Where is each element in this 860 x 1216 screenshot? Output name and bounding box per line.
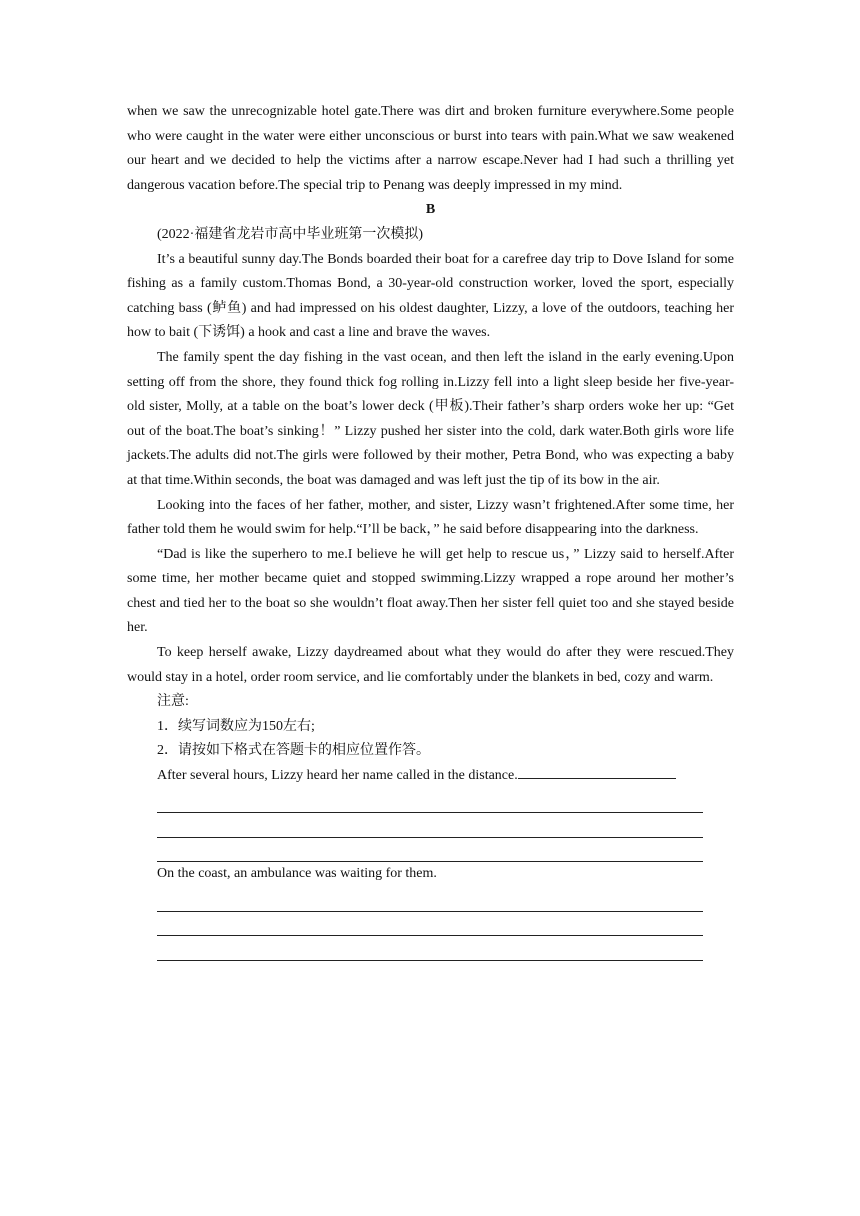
story-paragraph-4: “Dad is like the superhero to me.I believe he will get help to rescue us，” Lizzy said to herself.After some time, her mother became quiet and stopped swimming.Lizzy wrapped a rope around her mother’s chest and tied her to the boat so she wouldn’t float away.Then her sister fell quiet too and she stayed beside her.	[127, 546, 734, 636]
source-note: (2022·福建省龙岩市高中毕业班第一次模拟)	[157, 226, 423, 242]
answer-line[interactable]	[157, 912, 703, 937]
answer-blank-inline[interactable]	[518, 764, 676, 779]
document-page	[127, 100, 734, 961]
answer-line[interactable]	[157, 813, 703, 838]
answer-line[interactable]	[157, 789, 703, 814]
answer-line[interactable]	[157, 887, 703, 912]
story-paragraph-5: To keep herself awake, Lizzy daydreamed about what they would do after they were rescued.They would stay in a hotel, order room service, and lie comfortably under the blankets in bed, cozy and warm.	[127, 645, 734, 685]
writing-prompt-2: On the coast, an ambulance was waiting for them.	[157, 866, 437, 882]
answer-line[interactable]	[157, 838, 703, 863]
story-paragraph-3: Looking into the faces of her father, mother, and sister, Lizzy wasn’t frightened.After some time, her father told them he would swim for help.“I’ll be back，” he said before disappearing into the darkness.	[127, 497, 734, 538]
answer-line[interactable]	[157, 936, 703, 961]
note-item-1: 1．续写词数应为150左右;	[157, 718, 315, 734]
note-item-2: 2．请按如下格式在答题卡的相应位置作答。	[157, 743, 430, 759]
writing-prompt-1	[127, 764, 734, 789]
passage-a-ending: when we saw the unrecognizable hotel gate.There was dirt and broken furniture everywhere.Some people who were caught in the water were either unconscious or burst into tears with pain.What we saw weakened our heart and we decided to help the victims after a narrow escape.Never had I had such a thrilling yet dangerous vacation before.The special trip to Penang was deeply impressed in my mind.	[127, 104, 734, 193]
section-heading-b: B	[425, 202, 436, 218]
story-paragraph-1: It’s a beautiful sunny day.The Bonds boarded their boat for a carefree day trip to Dove Island for some fishing as a family custom.Thomas Bond, a 30-year-old construction worker, loved the sport, especially catching bass (鲈鱼) and had impressed on his oldest daughter, Lizzy, a love of the outdoors, teaching her how to bait (下诱饵) a hook and cast a line and brave the waves.	[127, 251, 734, 341]
story-paragraph-2: The family spent the day fishing in the vast ocean, and then left the island in the early evening.Upon setting off from the shore, they found thick fog rolling in.Lizzy fell into a light sleep beside her five-year-old sister, Molly, at a table on the boat’s lower deck (甲板).Their father’s sharp orders woke her up: “Get out of the boat.The boat’s sinking！” Lizzy pushed her sister into the cold, dark water.Both girls wore life jackets.The adults did not.The girls were followed by their mother, Petra Bond, who was expecting a baby at that time.Within seconds, the boat was damaged and was left just the tip of its bow in the air.	[127, 349, 734, 488]
notes-label: 注意:	[157, 694, 189, 710]
writing-prompt-1-text: After several hours, Lizzy heard her name called in the distance.	[157, 768, 518, 784]
